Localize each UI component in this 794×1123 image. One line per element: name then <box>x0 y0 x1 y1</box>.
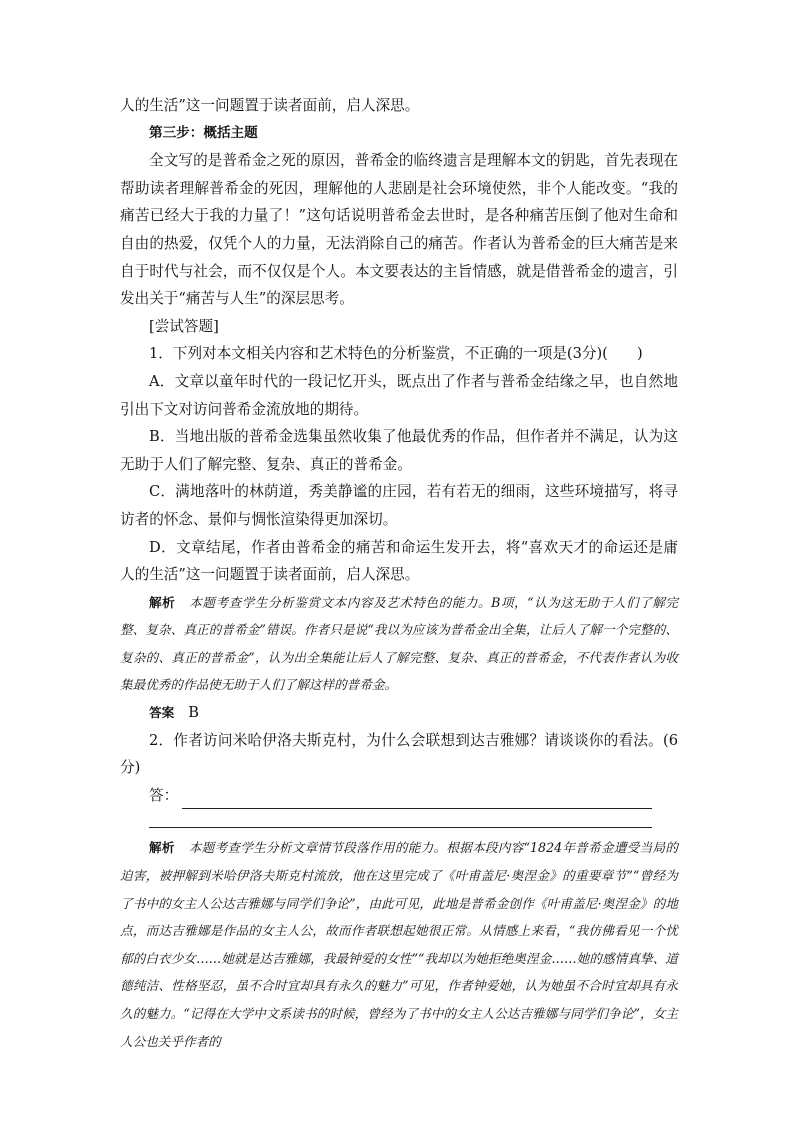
analysis-label: 解析 <box>149 594 176 610</box>
analysis-text: 本题考查学生分析鉴赏文本内容及艺术特色的能力。B项，“认为这无助于人们了解完整、复杂、真正的普希金”错误。作者只是说“我以为应该为普希金出全集，让后人了解一个完整的、复杂的、真正的普希金”，认为出全集能让后人了解完整、复杂、真正的普希金，不代表作者认为收集最优秀的作品使无助于人们了解这样的普希金。 <box>120 594 679 693</box>
question-1-option-c: C．满地落叶的林荫道，秀美静谧的庄园，若有若无的细雨，这些环境描写，将寻访者的怀念、景仰与惆怅渲染得更加深切。 <box>120 483 678 528</box>
analysis-text: 本题考查学生分析文章情节段落作用的能力。根据本段内容“1824年普希金遭受当局的迫害，被押解到米哈伊洛夫斯克村流放，他在这里完成了《叶甫盖尼·奥涅金》的重要章节”“曾经为了书中的女主人公达吉雅娜与同学们争论”，由此可见，此地是普希金创作《叶甫盖尼·奥涅金》的地点，而达吉雅娜是作品的女主人公，故而作者联想起她很正常。从情感上来看，“我仿佛看见一个忧郁的白衣少女……她就是达吉雅娜，我最钟爱的女性”“我却以为她拒绝奥涅金……她的感情真挚、道德纯洁、性格坚忍，虽不合时宜却具有永久的魅力”可见，作者钟爱她，认为她虽不合时宜却具有永久的魅力。“记得在大学中文系读书的时候，曾经为了书中的女主人公达吉雅娜与同学们争论”，女主人公也关乎作者的 <box>120 840 678 1049</box>
answer-label: 答案 <box>149 705 175 721</box>
analysis-label: 解析 <box>149 840 175 856</box>
question-2-stem: 2．作者访问米哈伊洛夫斯克村，为什么会联想到达吉雅娜？请谈谈你的看法。(6分) <box>120 731 678 777</box>
question-2-analysis <box>120 834 678 1055</box>
step3-heading: 第三步：概括主题 <box>149 124 258 141</box>
question-1-option-b: B．当地出版的普希金选集虽然收集了他最优秀的作品，但作者并不满足，认为这无助于人们了解完整、复杂、真正的普希金。 <box>120 428 678 473</box>
try-answer-label: [尝试答题] <box>149 317 219 335</box>
answer-blank-rule[interactable] <box>182 790 652 809</box>
question-1-stem: 1．下列对本文相关内容和艺术特色的分析鉴赏，不正确的一项是(3分)( ) <box>149 345 643 363</box>
continued-paragraph: 人的生活”这一问题置于读者面前，启人深思。 <box>120 97 420 114</box>
question-1-analysis <box>120 589 678 699</box>
answer-blank-rule-2[interactable] <box>149 809 652 828</box>
theme-paragraph: 全文写的是普希金之死的原因，普希金的临终遗言是理解本文的钥匙，首先表现在帮助读者理解普希金的死因，理解他的人悲剧是社会环境使然，非个人能改变。“我的痛苦已经大于我的力量了！”这句话说明普希金去世时，是各种痛苦压倒了他对生命和自由的热爱，仅凭个人的力量，无法消除自己的痛苦。作者认为普希金的巨大痛苦是来自于时代与社会，而不仅仅是个人。本文要表达的主旨情感，就是借普希金的遗言，引发出关于“痛苦与人生”的深层思考。 <box>120 152 678 308</box>
answer-prefix: 答： <box>149 786 179 804</box>
question-1-option-a: A．文章以童年时代的一段记忆开头，既点出了作者与普希金结缘之早，也自然地引出下文对访问普希金流放地的期待。 <box>120 372 678 418</box>
question-1-option-d: D．文章结尾，作者由普希金的痛苦和命运生发开去，将“喜欢天才的命运还是庸人的生活”这一问题置于读者面前，启人深思。 <box>120 538 678 584</box>
answer-value: B <box>188 704 199 722</box>
document-content <box>120 92 678 1055</box>
question-1-answer <box>120 699 678 727</box>
question-2-answer-line[interactable] <box>149 782 678 810</box>
